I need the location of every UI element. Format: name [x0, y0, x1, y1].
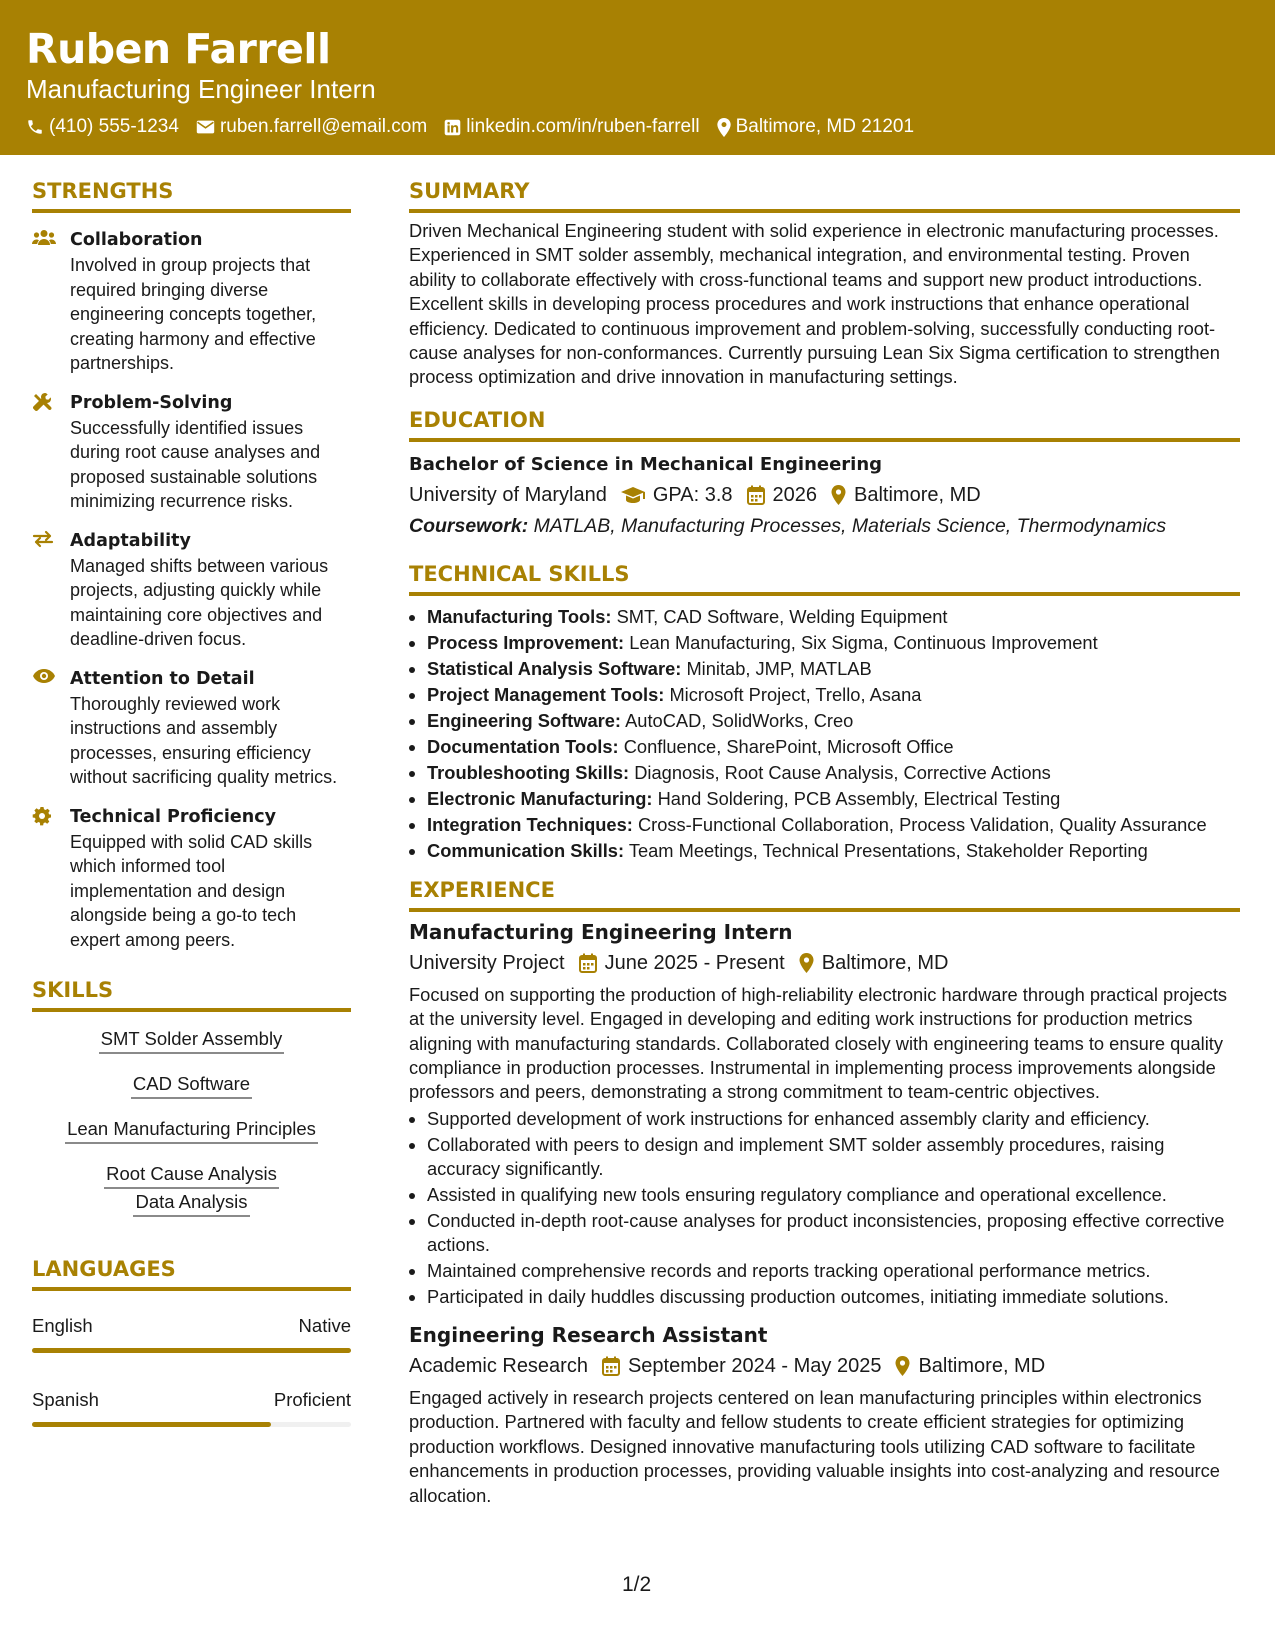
language-name: Spanish — [32, 1389, 99, 1410]
skill-label: Process Improvement: — [427, 631, 625, 653]
candidate-name: Ruben Farrell — [26, 25, 331, 73]
skill-label: Manufacturing Tools: — [427, 605, 612, 627]
education-location — [831, 481, 981, 509]
arrows-exchange-icon — [32, 530, 54, 548]
contact-linkedin[interactable] — [444, 116, 699, 138]
skill-value: Microsoft Project, Trello, Asana — [669, 683, 922, 705]
graduation-year — [747, 481, 818, 509]
coursework-label: Coursework: — [409, 514, 529, 537]
job-location — [895, 1352, 1045, 1380]
skills-heading: SKILLS — [32, 974, 351, 1012]
location-text: Baltimore, MD — [821, 951, 949, 974]
phone-icon — [26, 118, 44, 136]
envelope-icon — [196, 119, 215, 135]
job-dates — [579, 949, 785, 977]
job-description: Focused on supporting the production of high-reliability electronic hardware through practical projects at the university level. Engaged in developing and editing work instructions for production metrics aligning with manufacturing standards. Collaborated closely with engineering teams to ensure quality compliance in production processes. Instrumental in implementing process improvements alongside professors and peers, demonstrating a strong commitment to team-centric objectives. — [409, 983, 1228, 1103]
language-name: English — [32, 1315, 93, 1336]
technical-skills-heading: TECHNICAL SKILLS — [409, 558, 1240, 596]
job-location — [799, 949, 949, 977]
list-item: • Conducted in-depth root-cause analyses for product inconsistencies, proposing effective corrective actions. — [427, 1209, 1240, 1257]
org-text: University Project — [409, 951, 565, 974]
list-item — [427, 734, 1240, 760]
skill-label: Project Management Tools: — [427, 683, 665, 705]
contact-phone[interactable] — [26, 116, 179, 138]
dates-text: September 2024 - May 2025 — [627, 1354, 882, 1377]
skill-value: Cross-Functional Collaboration, Process Validation, Quality Assurance — [637, 813, 1207, 835]
skill-tag: Root Cause Analysis — [104, 1161, 279, 1189]
list-item: • Maintained comprehensive records and reports tracking operational performance metrics. — [427, 1259, 1240, 1283]
skill-label: Communication Skills: — [427, 839, 625, 861]
language-level: Proficient — [273, 1389, 351, 1410]
skill-tag: SMT Solder Assembly — [99, 1026, 285, 1054]
skill-label: Statistical Analysis Software: — [427, 657, 682, 679]
skill-value: AutoCAD, SolidWorks, Creo — [625, 709, 854, 731]
list-item — [427, 760, 1240, 786]
job-title: Manufacturing Engineering Intern — [409, 919, 793, 944]
org-text: Academic Research — [409, 1354, 588, 1377]
gpa — [621, 481, 733, 509]
strength-item — [32, 804, 351, 953]
map-pin-icon — [831, 485, 846, 505]
skill-value: Team Meetings, Technical Presentations, Stakeholder Reporting — [628, 839, 1148, 861]
map-pin-icon — [895, 1356, 910, 1376]
strength-item — [32, 666, 351, 790]
list-item — [427, 656, 1240, 682]
language-level-fill — [32, 1348, 351, 1353]
language-level-bar — [32, 1422, 351, 1427]
left-column — [32, 175, 351, 1427]
skill-label: Engineering Software: — [427, 709, 622, 731]
job-org — [409, 949, 565, 977]
gear-icon — [32, 806, 52, 826]
strength-desc: Involved in group projects that required bringing diverse engineering concepts together, creating harmony and effective partnerships. — [70, 255, 317, 373]
strength-title: Attention to Detail — [70, 668, 255, 689]
language-item — [32, 1313, 351, 1353]
summary-text: Driven Mechanical Engineering student with solid experience in electronic manufacturing processes. Experienced in SMT solder assembly, mechanical integration, and environmental testing. Proven ability to collaborate effectively with cross-functional teams and support new product introductions. Excellent skills in developing process procedures and work instructions that enhance operational efficiency. Dedicated to continuous improvement and problem-solving, successfully conducting root-cause analyses for non-conformances. Currently pursuing Lean Six Sigma certification to strengthen process optimization and drive innovation in manufacturing settings. — [409, 220, 1220, 388]
list-item — [427, 630, 1240, 656]
strength-item — [32, 227, 351, 376]
experience-heading: EXPERIENCE — [409, 874, 1240, 912]
location-text: Baltimore, MD — [918, 1354, 1046, 1377]
list-item: • Collaborated with peers to design and implement SMT solder assembly procedures, raising accuracy significantly. — [427, 1133, 1240, 1181]
location-text: Baltimore, MD 21201 — [735, 116, 915, 137]
education-heading: EDUCATION — [409, 404, 1240, 442]
skill-tag: Data Analysis — [133, 1189, 249, 1217]
degree-title: Bachelor of Science in Mechanical Engineering — [409, 453, 883, 475]
skill-tag: CAD Software — [131, 1071, 252, 1099]
skill-value: Hand Soldering, PCB Assembly, Electrical Testing — [657, 787, 1061, 809]
tools-icon — [32, 392, 52, 412]
phone-text: (410) 555-1234 — [49, 116, 179, 137]
languages-heading: LANGUAGES — [32, 1253, 351, 1291]
graduation-cap-icon — [621, 486, 645, 504]
strength-desc: Thoroughly reviewed work instructions and assembly processes, ensuring efficiency without sacrificing quality metrics. — [70, 693, 338, 787]
language-level-bar — [32, 1348, 351, 1353]
strength-desc: Successfully identified issues during root cause analyses and proposed sustainable solutions minimizing recurrence risks. — [70, 417, 321, 511]
location-text: Baltimore, MD — [854, 483, 981, 506]
coursework-list: MATLAB, Manufacturing Processes, Materials Science, Thermodynamics — [533, 514, 1167, 537]
summary-heading: SUMMARY — [409, 175, 1240, 213]
strength-title: Collaboration — [70, 230, 203, 250]
list-item — [427, 786, 1240, 812]
strength-title: Problem-Solving — [70, 392, 233, 413]
list-item — [427, 838, 1240, 864]
skill-label: Electronic Manufacturing: — [427, 787, 653, 809]
job-meta — [409, 949, 1240, 977]
skill-value: Minitab, JMP, MATLAB — [686, 657, 872, 679]
dates-text: June 2025 - Present — [604, 951, 785, 974]
list-item: • Participated in daily huddles discussing production outcomes, initiating immediate solutions. — [427, 1285, 1240, 1309]
list-item — [427, 604, 1240, 630]
job-title: Engineering Research Assistant — [409, 1322, 768, 1347]
strength-item — [32, 528, 351, 652]
list-item: • Supported development of work instructions for enhanced assembly clarity and efficiency. — [427, 1107, 1240, 1131]
skill-value: Lean Manufacturing, Six Sigma, Continuous Improvement — [629, 631, 1098, 653]
email-text: ruben.farrell@email.com — [219, 116, 428, 137]
strength-item — [32, 390, 351, 514]
calendar-icon — [747, 485, 765, 505]
language-item — [32, 1387, 351, 1427]
strength-desc: Equipped with solid CAD skills which informed tool implementation and design alongside being a go-to tech expert among peers. — [70, 831, 313, 950]
school-text: University of Maryland — [409, 483, 607, 506]
school-name — [409, 481, 607, 509]
calendar-icon — [579, 953, 597, 973]
skill-label: Documentation Tools: — [427, 735, 619, 757]
right-column — [409, 175, 1240, 1508]
list-item — [427, 682, 1240, 708]
list-item — [427, 812, 1240, 838]
contact-bar — [26, 116, 1249, 138]
job-meta — [409, 1352, 1240, 1380]
job-description: Engaged actively in research projects centered on lean manufacturing principles within electronics production. Partnered with faculty and fellow students to create efficient strategies for optimizing production workflows. Designed innovative manufacturing tools utilizing CAD software to facilitate enhancements in production processes, providing valuable insights into cost-analyzing and resource allocation. — [409, 1386, 1220, 1506]
eye-icon — [32, 668, 56, 684]
list-item — [427, 708, 1240, 734]
skill-value: Confluence, SharePoint, Microsoft Office — [623, 735, 954, 757]
language-level: Native — [298, 1315, 351, 1336]
gpa-text: GPA: 3.8 — [652, 483, 733, 506]
skill-tag: Lean Manufacturing Principles — [65, 1116, 318, 1144]
skill-value: Diagnosis, Root Cause Analysis, Corrective Actions — [634, 761, 1051, 783]
map-pin-icon — [799, 953, 814, 973]
contact-location — [717, 116, 914, 138]
skill-label: Troubleshooting Skills: — [427, 761, 630, 783]
resume-header — [0, 0, 1275, 155]
linkedin-text: linkedin.com/in/ruben-farrell — [466, 116, 700, 137]
candidate-title: Manufacturing Engineer Intern — [26, 74, 376, 104]
strengths-heading: STRENGTHS — [32, 175, 351, 213]
map-pin-icon — [717, 118, 731, 137]
job-org — [409, 1352, 588, 1380]
users-icon — [32, 229, 56, 247]
skill-value: SMT, CAD Software, Welding Equipment — [616, 605, 948, 627]
language-level-fill — [32, 1422, 271, 1427]
strength-desc: Managed shifts between various projects, adjusting quickly while maintaining core objectives and deadline-driven focus. — [70, 555, 329, 649]
coursework — [409, 512, 1240, 540]
education-meta — [409, 481, 1240, 509]
technical-skills-list — [409, 604, 1240, 864]
page-indicator: 1/2 — [622, 1573, 652, 1596]
contact-email[interactable] — [196, 116, 427, 138]
strength-title: Adaptability — [70, 530, 191, 551]
skills-tags — [32, 1026, 351, 1217]
list-item: • Assisted in qualifying new tools ensuring regulatory compliance and operational excellence. — [427, 1183, 1240, 1207]
calendar-icon — [602, 1356, 620, 1376]
linkedin-icon — [444, 119, 461, 136]
job-bullets — [409, 1107, 1240, 1309]
job-dates — [602, 1352, 882, 1380]
strength-title: Technical Proficiency — [70, 806, 276, 827]
year-text: 2026 — [772, 483, 818, 506]
skill-label: Integration Techniques: — [427, 813, 633, 835]
